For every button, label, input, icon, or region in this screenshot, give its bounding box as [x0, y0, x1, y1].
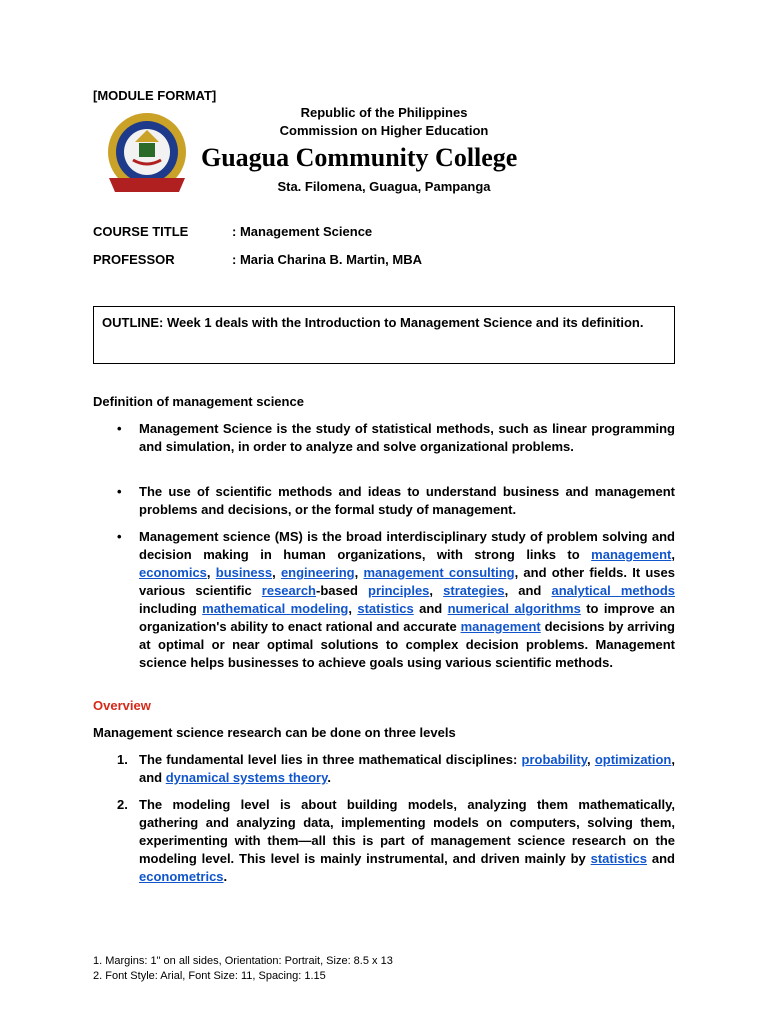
- bullet-item-3: [139, 528, 675, 672]
- commission-line: Commission on Higher Education: [279, 123, 489, 138]
- text-span: ,: [272, 565, 281, 580]
- college-name: Guagua Community College: [201, 143, 518, 172]
- footnote-1: 1. Margins: 1" on all sides, Orientation: Portrait, Size: 8.5 x 13: [93, 955, 393, 967]
- professor-value: : Maria Charina B. Martin, MBA: [232, 252, 422, 267]
- definition-heading: Definition of management science: [93, 394, 304, 409]
- link-dynamical-systems-theory[interactable]: dynamical systems theory: [165, 770, 328, 785]
- bullet-item-2: The use of scientific methods and ideas to understand business and management problems and decisions, or the formal study of management.: [139, 484, 675, 517]
- link-economics[interactable]: economics: [139, 565, 207, 580]
- link-analytical-methods[interactable]: analytical methods: [551, 583, 676, 598]
- course-title-value: : Management Science: [232, 224, 373, 239]
- outline-text: OUTLINE: Week 1 deals with the Introduction to Management Science and its definition.: [102, 315, 644, 330]
- text-span: -based: [316, 583, 368, 598]
- text-span: Management science (MS) is the broad interdisciplinary study of problem solving and decision making in human organizations, with strong links to: [139, 529, 675, 562]
- list-number: 2.: [117, 797, 128, 812]
- text-span: ,: [429, 583, 444, 598]
- module-format-label: [MODULE FORMAT]: [93, 88, 217, 103]
- bullet-marker: •: [117, 529, 122, 544]
- link-management[interactable]: management: [591, 547, 672, 562]
- link-optimization[interactable]: optimization: [594, 752, 672, 767]
- text-span: The modeling level is about building models, analyzing them mathematically, gathering and analyzing data, implementing models on computers, solving them, experimenting with them—all this is part of management science research on the modeling level. This level is mainly instrumental, and driven mainly by: [139, 797, 675, 866]
- text-span: ,: [348, 601, 358, 616]
- text-span: , and: [504, 583, 552, 598]
- text-span: and: [647, 851, 675, 866]
- text-span: The fundamental level lies in three mathematical disciplines:: [139, 752, 522, 767]
- text-span: to improve an organization's ability to enact rational and accurate: [139, 601, 675, 634]
- bullet-item-1: Management Science is the study of statistical methods, such as linear programming and simulation, in order to analyze and solve organizational problems.: [139, 421, 675, 454]
- footnote-2: 2. Font Style: Arial, Font Size: 11, Spacing: 1.15: [93, 970, 326, 982]
- link-research[interactable]: research: [261, 583, 316, 598]
- link-statistics[interactable]: statistics: [357, 601, 414, 616]
- republic-line: Republic of the Philippines: [300, 105, 468, 120]
- link-principles[interactable]: principles: [368, 583, 430, 598]
- text-span: .: [327, 770, 331, 785]
- overview-heading: Overview: [93, 698, 151, 713]
- link-statistics-2[interactable]: statistics: [590, 851, 647, 866]
- text-span: ,: [206, 565, 216, 580]
- text-span: ,: [354, 565, 364, 580]
- link-management-2[interactable]: management: [460, 619, 541, 634]
- text-span: decisions by arriving at optimal or near optimal solutions to complex decision problems. Management science helps businesses to achieve goals using various scientific methods.: [139, 619, 675, 670]
- link-strategies[interactable]: strategies: [443, 583, 505, 598]
- link-management-consulting[interactable]: management consulting: [363, 565, 515, 580]
- link-mathematical-modeling[interactable]: mathematical modeling: [202, 601, 349, 616]
- link-numerical-algorithms[interactable]: numerical algorithms: [447, 601, 581, 616]
- college-address: Sta. Filomena, Guagua, Pampanga: [277, 179, 491, 194]
- link-business[interactable]: business: [215, 565, 273, 580]
- professor-label: PROFESSOR: [93, 252, 175, 267]
- outline-box: [93, 306, 675, 364]
- text-span: ,: [587, 752, 595, 767]
- course-title-label: COURSE TITLE: [93, 224, 189, 239]
- text-span: , and other fields. It uses various scientific: [139, 565, 675, 598]
- text-span: and: [413, 601, 448, 616]
- text-span: .: [223, 869, 228, 884]
- text-span: , and: [139, 752, 675, 785]
- list-number: 1.: [117, 752, 128, 767]
- numbered-item-2: [139, 796, 675, 886]
- levels-intro: Management science research can be done on three levels: [93, 725, 456, 740]
- text-span: including: [139, 601, 203, 616]
- link-econometrics[interactable]: econometrics: [139, 869, 224, 884]
- link-probability[interactable]: probability: [521, 752, 588, 767]
- text-span: ,: [671, 547, 675, 562]
- college-seal-logo: [95, 112, 199, 196]
- bullet-marker: •: [117, 421, 122, 436]
- bullet-marker: •: [117, 484, 122, 499]
- link-engineering[interactable]: engineering: [280, 565, 355, 580]
- numbered-item-1: [139, 751, 675, 787]
